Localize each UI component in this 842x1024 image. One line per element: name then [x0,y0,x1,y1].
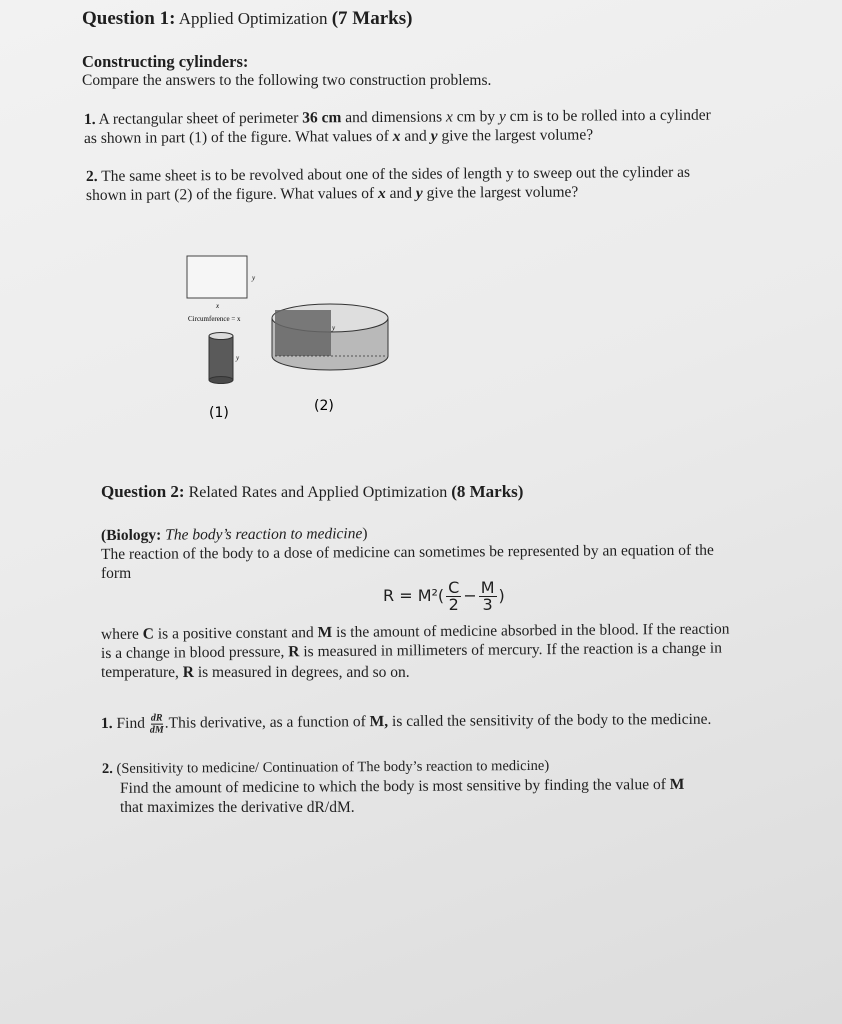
circumference-label: Circumference = x [188,315,241,323]
sheet-label-x: x [216,302,220,310]
q2-subquestion-1: 1. Find $\frac{dR}{dM}$ .This derivative, as a function of M, is called the sensitivity of the body to the medicine. [100,710,712,736]
q2-intro: (Biology: The body’s reaction to medicine) The reaction of the body to a dose of medicine can sometimes be represented by an equation of the form [100,525,714,582]
question-2-title: Question 2: Related Rates and Applied Optimization (8 Marks) [101,482,524,501]
sheet-rectangle [187,256,247,298]
q1-intro: Compare the answers to the following two construction problems. [82,72,492,89]
revolved-label-y: y [332,324,336,332]
reaction-equation: R = M²( $\frac{C}{2}$ − $\frac{M}{3}$ ) [383,578,505,614]
q1-problem-2: 2. The same sheet is to be revolved about one of the sides of length y to sweep out the cylinder as shown in part (2) of the figure. What values of x and y give the largest volume? [85,163,691,204]
rolled-cylinder-body [209,336,233,380]
q2-where-paragraph: where C is a positive constant and M is the amount of medicine absorbed in the blood. If the reaction is a change in blood pressure, R is measured in millimeters of mercury. If the reaction is a change in temperature, R is measured in degrees, and so on. [100,620,730,681]
part-1-label: (1) [209,405,229,421]
part-2-label: (2) [314,398,334,414]
sheet-label-y: y [252,274,256,282]
cylinder-label-y: y [236,354,240,362]
revolved-sheet [275,310,331,356]
question-1-title: Question 1: Applied Optimization (7 Marks) [82,8,413,29]
q1-subheading: Constructing cylinders: [82,52,249,71]
rolled-cylinder-top [209,333,233,340]
q2-subquestion-2: 2. (Sensitivity to medicine/ Continuation of The body’s reaction to medicine) Find the amount of medicine to which the body is most sensitive by finding the value of M that maximizes the derivative dR/dM. [101,757,685,816]
cylinder-figure [180,248,400,421]
q1-problem-1: 1. A rectangular sheet of perimeter 36 cm and dimensions x cm by y cm is to be rolled into a cylinder as shown in part (1) of the figure. What values of x and y give the largest volume? [83,106,711,147]
